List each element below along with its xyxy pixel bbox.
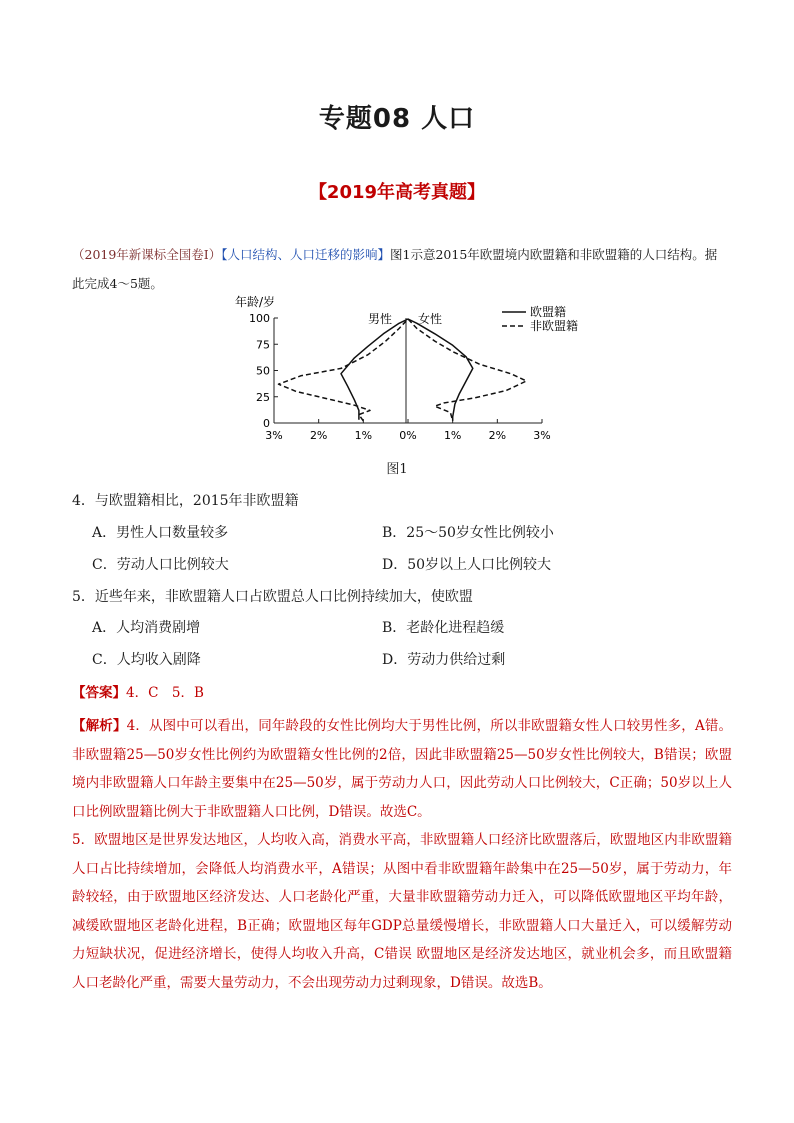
analysis-text-1: 4．从图中可以看出，同年龄段的女性比例均大于男性比例，所以非欧盟籍女性人口较男性多，A错。非欧盟籍25—50岁女性比例约为欧盟籍女性比例的2倍，因此非欧盟籍25—50岁女性比例较大，B错误；欧盟境内非欧盟籍人口年龄主要集中在25—50岁，属于劳动力人口，因此劳动人口比例较大，C正确；50岁以上人口比例欧盟籍比例大于非欧盟籍人口比例，D错误。故选C。 <box>72 718 733 820</box>
intro-source: （2019年新课标全国卷Ⅰ） <box>72 247 222 262</box>
question-4-stem: 4．与欧盟籍相比，2015年非欧盟籍 <box>72 493 299 509</box>
answer-block <box>72 682 204 704</box>
legend-eu: 欧盟籍 <box>530 305 567 319</box>
series-eu-line <box>341 319 473 421</box>
female-label: 女性 <box>418 312 443 326</box>
question-4-option-d: D．50岁以上人口比例较大 <box>382 557 552 573</box>
analysis-block <box>72 712 732 997</box>
x-tick-label: 2% <box>309 429 328 442</box>
question-5-option-c: C．人均收入剧降 <box>92 652 201 668</box>
analysis-paragraph-1 <box>72 712 732 826</box>
y-axis-label: 年龄/岁 <box>235 295 276 309</box>
x-tick-label: 1% <box>443 429 462 442</box>
intro-tag: 【人口结构、人口迁移的影响】 <box>221 247 391 262</box>
question-4-option-a: A．男性人口数量较多 <box>92 525 229 541</box>
x-tick-label: 2% <box>488 429 507 442</box>
x-tick-label: 3% <box>533 429 551 442</box>
population-chart <box>230 290 579 450</box>
question-5-stem: 5．近些年来，非欧盟籍人口占欧盟总人口比例持续加大，使欧盟 <box>72 589 473 605</box>
y-tick-label: 25 <box>256 390 270 404</box>
question-4-option-b: B．25～50岁女性比例较小 <box>382 525 554 541</box>
answer-label: 【答案】 <box>72 685 126 701</box>
answer-text: 4．C 5．B <box>126 685 204 701</box>
x-tick-label: 0% <box>399 429 417 442</box>
y-tick-label: 100 <box>249 312 270 325</box>
intro-text: 图1示意2015年欧盟境内欧盟籍和非欧盟籍的人口结构。据此完成4～5题。 <box>72 247 718 291</box>
analysis-paragraph-2: 5．欧盟地区是世界发达地区，人均收入高，消费水平高，非欧盟籍人口经济比欧盟落后，欧盟地区内非欧盟籍人口占比持续增加，会降低人均消费水平，A错误；从图中看非欧盟籍年龄集中在25—50岁，属于劳动力，年龄较轻，由于欧盟地区经济发达、人口老龄化严重，大量非欧盟籍劳动力迁入，可以降低欧盟地区平均年龄，减缓欧盟地区老龄化进程，B正确；欧盟地区每年GDP总量缓慢增长，非欧盟籍人口大量迁入，可以缓解劳动力短缺状况，促进经济增长，使得人均收入升高，C错误 欧盟地区是经济发达地区，就业机会多，而且欧盟籍人口老龄化严重，需要大量劳动力，不会出现劳动力过剩现象，D错误。故选B。 <box>72 832 732 991</box>
question-5-option-b: B．老龄化进程趋缓 <box>382 620 505 636</box>
y-tick-label: 50 <box>256 364 270 378</box>
question-5-option-a: A．人均消费剧增 <box>92 620 201 636</box>
analysis-label: 【解析】 <box>72 718 127 734</box>
y-tick-label: 0 <box>263 417 270 430</box>
series-non-eu-line <box>279 319 527 421</box>
y-tick-label: 75 <box>256 338 270 352</box>
legend-non-eu: 非欧盟籍 <box>530 319 579 333</box>
figure-caption: 图1 <box>386 462 408 477</box>
page-title: 专题08 人口 <box>318 104 476 134</box>
question-4-option-c: C．劳动人口比例较大 <box>92 557 229 573</box>
section-heading: 【2019年高考真题】 <box>308 182 486 203</box>
x-tick-label: 1% <box>354 429 373 442</box>
question-5-option-d: D．劳动力供给过剩 <box>382 652 506 668</box>
male-label: 男性 <box>368 312 393 326</box>
x-tick-label: 3% <box>265 429 283 442</box>
